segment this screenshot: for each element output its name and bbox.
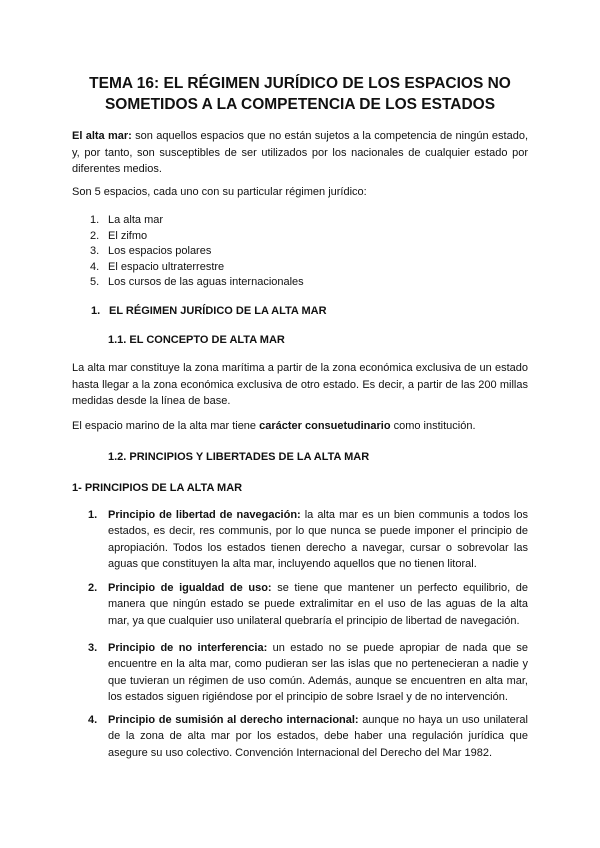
intro-text: son aquellos espacios que no están sujetos a la competencia de ningún estado, y, por tanto, son susceptibles de ser utilizados por los nacionales de cualquier estado por diferentes medios. bbox=[72, 130, 528, 175]
principle-number: 2. bbox=[88, 582, 98, 594]
title-line-1: TEMA 16: EL RÉGIMEN JURÍDICO DE LOS ESPACIOS NO bbox=[89, 75, 511, 92]
principle-number: 4. bbox=[88, 714, 98, 726]
paragraph-text: como institución. bbox=[390, 420, 476, 432]
title-line-2: SOMETIDOS A LA COMPETENCIA DE LOS ESTADOS bbox=[104, 96, 496, 113]
list-item bbox=[72, 244, 512, 260]
principle-text: aunque no haya un uso unilateral de la zona de alta mar por los estados, debe haber una regulación jurídica que asegure su uso colectivo. Convención Internacional del Derecho del Mar 1982. bbox=[108, 714, 528, 759]
section-1-1-paragraph-2 bbox=[72, 418, 528, 435]
principles-subheading: 1- PRINCIPIOS DE LA ALTA MAR bbox=[72, 482, 243, 494]
principle-text: un estado no se puede apropiar de nada que se encuentre en la alta mar, como pudieran ser las islas que no pertenecieran a nadie y que tuvieran un régimen de uso común. Además, aunque se encuentren en alta mar, los estados siguen rigiéndose por el principio de sobre Israel y de no intervención. bbox=[108, 642, 528, 703]
principle-item bbox=[88, 640, 528, 705]
list-item-number: 4. bbox=[90, 260, 100, 273]
principle-text: se tiene que mantener un perfecto equilibrio, de manera que ningún estado se puede extralimitar en el uso de las aguas de la alta mar, ya que cualquier uso unilateral quebraría el principio de libertad de navegación. bbox=[108, 582, 529, 627]
list-item-number: 1. bbox=[90, 214, 100, 226]
paragraph-bold-text: carácter consuetudinario bbox=[259, 420, 391, 432]
section-1-title: EL RÉGIMEN JURÍDICO DE LA ALTA MAR bbox=[109, 305, 327, 317]
principle-title: Principio de sumisión al derecho internacional: bbox=[108, 714, 359, 726]
list-item-label: El espacio ultraterrestre bbox=[108, 260, 225, 273]
list-item bbox=[72, 229, 512, 245]
principle-title: Principio de no interferencia: bbox=[108, 642, 268, 654]
section-1-1-heading: 1.1. EL CONCEPTO DE ALTA MAR bbox=[108, 334, 285, 346]
document-title bbox=[60, 73, 540, 115]
list-item-label: Los espacios polares bbox=[108, 245, 212, 257]
list-item-label: La alta mar bbox=[108, 214, 164, 226]
intro-paragraph bbox=[72, 128, 528, 178]
list-item-label: El zifmo bbox=[108, 229, 148, 242]
principle-number: 1. bbox=[88, 509, 98, 521]
list-item-number: 3. bbox=[90, 245, 100, 257]
list-item-number: 2. bbox=[90, 229, 100, 242]
section-1-heading bbox=[91, 303, 327, 319]
list-item-label: Los cursos de las aguas internacionales bbox=[108, 276, 304, 288]
list-item bbox=[72, 275, 512, 291]
section-1-number: 1. bbox=[91, 305, 101, 317]
principle-item bbox=[88, 580, 529, 629]
principle-number: 3. bbox=[88, 642, 98, 654]
list-item bbox=[72, 260, 512, 276]
principle-item bbox=[88, 507, 528, 572]
list-item bbox=[72, 213, 512, 229]
principle-title: Principio de igualdad de uso: bbox=[108, 582, 272, 594]
principle-title: Principio de libertad de navegación: bbox=[108, 509, 301, 521]
principle-text: la alta mar es un bien communis a todos los estados, es decir, res communis, por lo que nunca se puede imponer el principio de apropiación. Todos los estados tienen derecho a navegar, cursar o sobrevolar las aguas que constituyen la alta mar, incluyendo aquellos que no tienen litoral. bbox=[108, 509, 528, 570]
list-item-number: 5. bbox=[90, 276, 100, 288]
section-1-1-paragraph: La alta mar constituye la zona marítima a partir de la zona económica exclusiva de un estado hasta llegar a la zona económica exclusiva de otro estado. Es decir, a partir de las 200 millas medidas desde la línea de base. bbox=[72, 362, 528, 407]
section-1-2-heading: 1.2. PRINCIPIOS Y LIBERTADES DE LA ALTA MAR bbox=[108, 451, 370, 463]
spaces-intro: Son 5 espacios, cada uno con su particular régimen jurídico: bbox=[72, 186, 367, 198]
paragraph-text: El espacio marino de la alta mar tiene bbox=[72, 420, 260, 432]
spaces-list bbox=[72, 213, 512, 291]
intro-term: El alta mar: bbox=[72, 130, 132, 142]
principle-item bbox=[88, 712, 528, 761]
